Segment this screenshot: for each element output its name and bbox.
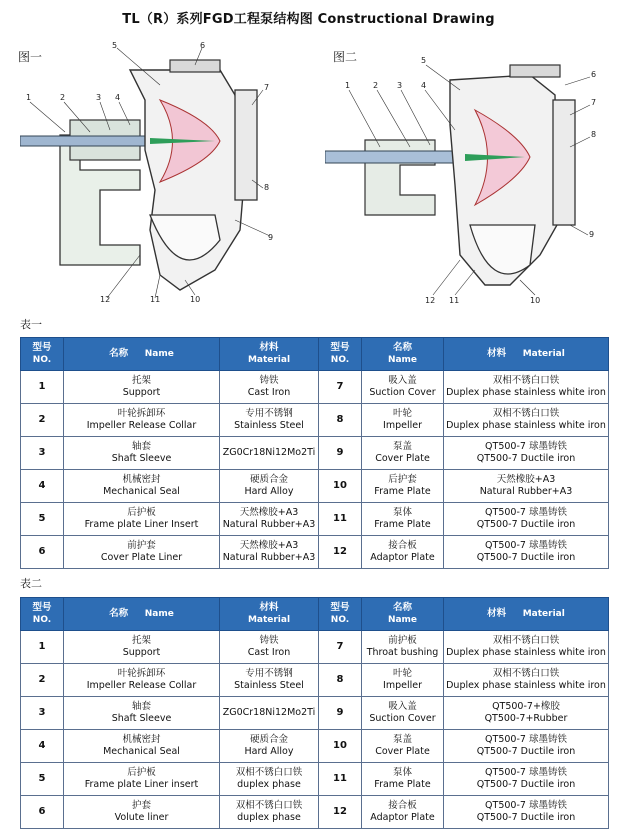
part-material-cell [444,796,609,829]
part-material-cell [220,536,319,569]
part-number: 7 [336,641,344,652]
part-material-en: QT500-7+Rubber [484,713,568,724]
part-number: 8 [336,674,344,685]
part-name-cell [64,404,220,437]
figure-2-callout-1: 1 [345,81,351,90]
part-material-cn: 铸铁 [259,375,279,386]
part-name-en: Impeller [383,680,422,691]
table-row [21,697,609,730]
part-name-cn: 吸入盖 [388,701,417,712]
part-name-cn: 泵盖 [392,734,412,745]
part-number: 11 [333,773,347,784]
figure-1-callout-9: 9 [268,233,274,242]
figure-2-callout-9: 9 [589,230,595,239]
part-number: 7 [336,381,344,392]
part-name-en: Mechanical Seal [103,746,180,757]
part-material-cell [444,631,609,664]
part-name-cell [362,503,444,536]
part-number: 12 [333,806,347,817]
part-number-cell [21,536,64,569]
part-number: 1 [38,381,46,392]
part-material-en: Natural Rubber+A3 [222,552,316,563]
part-number: 4 [38,480,46,491]
part-name-cn: 泵体 [392,507,412,518]
part-name-en: Adaptor Plate [370,812,435,823]
table-row [21,763,609,796]
header-material: 材料 Material [220,338,319,371]
part-material-en: Duplex phase stainless white iron [446,420,606,431]
part-name-en: Cover Plate [375,453,430,464]
part-material-cell [444,437,609,470]
part-number-cell [319,470,362,503]
table-row [21,371,609,404]
part-number-cell [319,664,362,697]
part-number: 2 [38,414,46,425]
figure-1-callout-12: 12 [100,295,111,304]
figure-1-callout-3: 3 [96,93,102,102]
table-1-label: 表一 [20,318,42,331]
part-material-en: QT500-7 Ductile iron [476,746,576,757]
part-number: 3 [38,447,46,458]
part-material-en: Duplex phase stainless white iron [446,387,606,398]
part-material-cn: QT500-7 球墨铸铁 [485,767,567,778]
part-name-en: Adaptor Plate [370,552,435,563]
part-material-cn: 双相不锈白口铁 [492,668,560,679]
part-name-cell [362,536,444,569]
part-name-cell [64,796,220,829]
figure-2-callout-3: 3 [397,81,403,90]
part-name-cell [362,470,444,503]
figure-1-callout-7: 7 [264,83,270,92]
part-material-cell [220,503,319,536]
header-no: 型号 NO. [319,338,362,371]
figure-1-callout-2: 2 [60,93,66,102]
part-material-en: duplex phase [237,779,301,790]
part-material-en: QT500-7 Ductile iron [476,779,576,790]
table-row [21,437,609,470]
part-number: 6 [38,546,46,557]
part-material-en: QT500-7 Ductile iron [476,453,576,464]
part-name-cell [64,730,220,763]
figure-2-callout-7: 7 [591,98,597,107]
part-material-cell [220,437,319,470]
part-material-cn: ZG0Cr18Ni12Mo2Ti [222,707,316,718]
header-no: 型号 NO. [21,338,64,371]
part-material-cell [444,470,609,503]
part-material-cn: 天然橡胶+A3 [496,474,556,485]
part-name-cn: 泵盖 [392,441,412,452]
part-name-cn: 叶轮 [392,408,412,419]
part-name-cell [64,536,220,569]
part-material-cn: QT500-7 球墨铸铁 [485,441,567,452]
part-material-cell [220,404,319,437]
figure-2-callout-2: 2 [373,81,379,90]
part-material-cn: QT500-7 球墨铸铁 [485,734,567,745]
part-material-cn: QT500-7 球墨铸铁 [485,800,567,811]
part-material-cell [220,697,319,730]
part-material-cell [444,371,609,404]
part-name-cn: 托架 [131,375,151,386]
part-number: 4 [38,740,46,751]
part-material-cn: QT500-7 球墨铸铁 [485,540,567,551]
part-number: 3 [38,707,46,718]
header-no: 型号 NO. [319,598,362,631]
part-name-cn: 前护板 [388,635,417,646]
part-name-cell [64,371,220,404]
part-name-en: Impeller Release Collar [86,420,197,431]
part-material-cn: 专用不锈钢 [245,408,293,419]
part-name-cn: 托架 [131,635,151,646]
part-name-cn: 泵体 [392,767,412,778]
part-number-cell [21,437,64,470]
part-number-cell [319,536,362,569]
part-name-cell [362,697,444,730]
table-row [21,796,609,829]
part-material-cn: QT500-7+橡胶 [492,701,560,712]
part-number-cell [319,503,362,536]
part-material-en: Hard Alloy [244,486,294,497]
part-name-en: Suction Cover [369,387,436,398]
part-name-cell [362,763,444,796]
figure-1-label: 图一 [18,50,43,64]
part-number-cell [319,697,362,730]
part-number-cell [319,404,362,437]
header-material: 材料 Material [220,598,319,631]
part-material-cn: 专用不锈钢 [245,668,293,679]
part-name-cell [64,697,220,730]
part-material-cn: 铸铁 [259,635,279,646]
part-material-cn: 硬质合金 [249,734,288,745]
part-number: 1 [38,641,46,652]
part-material-en: Stainless Steel [234,680,304,691]
part-material-cell [220,796,319,829]
part-name-cell [362,631,444,664]
part-name-en: Frame plate Liner Insert [84,519,199,530]
part-material-cell [444,730,609,763]
part-name-en: Impeller [383,420,422,431]
part-number: 9 [336,447,344,458]
part-number: 8 [336,414,344,425]
part-material-cell [444,763,609,796]
part-material-cell [220,763,319,796]
figure-1-callout-1: 1 [26,93,32,102]
header-material: 材料 Material [444,338,609,371]
part-name-cell [362,437,444,470]
part-material-cn: 双相不锈白口铁 [235,800,303,811]
part-material-cn: 双相不锈白口铁 [492,375,560,386]
part-name-cn: 后护板 [127,507,156,518]
part-name-en: Frame Plate [374,519,431,530]
header-material: 材料 Material [444,598,609,631]
part-name-en: Frame plate Liner insert [84,779,199,790]
header-no: 型号 NO. [21,598,64,631]
part-material-cn: 双相不锈白口铁 [492,635,560,646]
part-number-cell [21,796,64,829]
figure-1-callout-4: 4 [115,93,121,102]
part-number: 2 [38,674,46,685]
part-number: 11 [333,513,347,524]
part-name-en: Impeller Release Collar [86,680,197,691]
part-material-cell [220,664,319,697]
part-material-cn: 天然橡胶+A3 [239,507,299,518]
part-name-cn: 机械密封 [122,474,161,485]
part-material-cn: 双相不锈白口铁 [235,767,303,778]
part-name-cn: 接合板 [388,540,417,551]
part-material-cn: 双相不锈白口铁 [492,408,560,419]
table-row [21,404,609,437]
part-material-cell [444,697,609,730]
figure-2-callout-6: 6 [591,70,597,79]
part-name-cn: 叶轮 [392,668,412,679]
part-name-cn: 机械密封 [122,734,161,745]
part-material-cell [444,404,609,437]
header-name: 名称 Name [362,338,444,371]
part-material-cell [220,470,319,503]
header-name: 名称 Name [64,338,220,371]
table-header-row [21,338,609,371]
part-name-cn: 叶轮拆卸环 [117,668,166,679]
part-name-cell [362,796,444,829]
part-material-cell [444,536,609,569]
table-row [21,470,609,503]
part-material-en: Cast Iron [247,387,291,398]
part-material-cell [444,664,609,697]
figure-1-callout-6: 6 [200,41,206,50]
part-number-cell [21,404,64,437]
header-name: 名称 Name [362,598,444,631]
part-number-cell [21,763,64,796]
part-name-cell [64,470,220,503]
part-material-en: Cast Iron [247,647,291,658]
part-name-cn: 吸入盖 [388,375,417,386]
figure-2-callout-12: 12 [425,296,436,305]
part-material-cn: 天然橡胶+A3 [239,540,299,551]
figure-1-callout-8: 8 [264,183,270,192]
part-number-cell [21,730,64,763]
part-number-cell [319,371,362,404]
table-row [21,631,609,664]
part-name-en: Frame Plate [374,779,431,790]
figure-2-callout-5: 5 [421,56,427,65]
part-material-en: QT500-7 Ductile iron [476,812,576,823]
part-number-cell [319,437,362,470]
part-number-cell [21,664,64,697]
part-material-en: duplex phase [237,812,301,823]
part-name-cell [362,664,444,697]
discharge-flange-shape [510,65,560,77]
table-row [21,730,609,763]
suction-flange-shape [553,100,575,225]
part-number: 10 [333,480,347,491]
part-name-en: Throat bushing [366,647,439,658]
part-material-en: QT500-7 Ductile iron [476,552,576,563]
part-material-en: Duplex phase stainless white iron [446,680,606,691]
part-name-cell [64,503,220,536]
part-name-en: Mechanical Seal [103,486,180,497]
part-name-cn: 轴套 [131,441,151,452]
part-number-cell [319,631,362,664]
figure-2-callout-8: 8 [591,130,597,139]
page-title: TL（R）系列FGD工程泵结构图 Constructional Drawing [122,12,495,27]
figure-2-label: 图二 [333,50,358,64]
part-name-cell [64,763,220,796]
table-2-label: 表二 [20,577,42,590]
part-name-en: Suction Cover [369,713,436,724]
part-name-cn: 护套 [131,800,151,811]
part-name-en: Frame Plate [374,486,431,497]
part-name-en: Volute liner [114,812,169,823]
part-name-en: Shaft Sleeve [111,453,172,464]
part-material-en: Duplex phase stainless white iron [446,647,606,658]
figure-2-callout-10: 10 [530,296,541,305]
pump-drawing-1 [20,40,305,310]
part-number-cell [319,763,362,796]
part-name-cn: 接合板 [388,800,417,811]
part-material-cell [444,503,609,536]
part-number: 5 [38,773,46,784]
part-material-en: Hard Alloy [244,746,294,757]
part-number-cell [21,697,64,730]
figure-2-callout-4: 4 [421,81,427,90]
part-material-en: Natural Rubber+A3 [222,519,316,530]
part-number: 9 [336,707,344,718]
part-number-cell [21,503,64,536]
figure-1-callout-5: 5 [112,41,118,50]
part-material-cn: QT500-7 球墨铸铁 [485,507,567,518]
figure-2-callout-11: 11 [449,296,460,305]
discharge-flange-shape [170,60,220,72]
part-material-cell [220,371,319,404]
parts-table-1 [20,337,609,569]
part-material-en: Stainless Steel [234,420,304,431]
part-name-cn: 后护板 [127,767,156,778]
part-name-en: Support [122,647,161,658]
part-material-cell [220,631,319,664]
part-number-cell [21,371,64,404]
part-name-cell [362,371,444,404]
part-name-cell [362,404,444,437]
figure-1-callout-10: 10 [190,295,201,304]
header-name: 名称 Name [64,598,220,631]
part-number-cell [21,631,64,664]
part-number-cell [319,730,362,763]
part-number: 6 [38,806,46,817]
part-number: 5 [38,513,46,524]
part-material-cn: 硬质合金 [249,474,288,485]
part-material-cn: ZG0Cr18Ni12Mo2Ti [222,447,316,458]
part-name-cell [64,437,220,470]
part-name-en: Cover Plate Liner [100,552,183,563]
part-number: 10 [333,740,347,751]
part-name-en: Cover Plate [375,746,430,757]
pump-drawing-2 [325,55,610,310]
part-material-en: QT500-7 Ductile iron [476,519,576,530]
part-name-en: Shaft Sleeve [111,713,172,724]
part-name-en: Support [122,387,161,398]
part-material-en: Natural Rubber+A3 [479,486,573,497]
part-name-cell [362,730,444,763]
part-name-cell [64,631,220,664]
part-name-cn: 后护套 [388,474,417,485]
parts-table-2 [20,597,609,829]
part-name-cn: 叶轮拆卸环 [117,408,166,419]
table-row [21,664,609,697]
part-number-cell [21,470,64,503]
part-material-cell [220,730,319,763]
figure-1-callout-11: 11 [150,295,161,304]
part-name-cn: 轴套 [131,701,151,712]
table-row [21,503,609,536]
suction-flange-shape [235,90,257,200]
part-name-cn: 前护套 [127,540,156,551]
table-row [21,536,609,569]
part-number: 12 [333,546,347,557]
part-number-cell [319,796,362,829]
table-header-row [21,598,609,631]
part-name-cell [64,664,220,697]
